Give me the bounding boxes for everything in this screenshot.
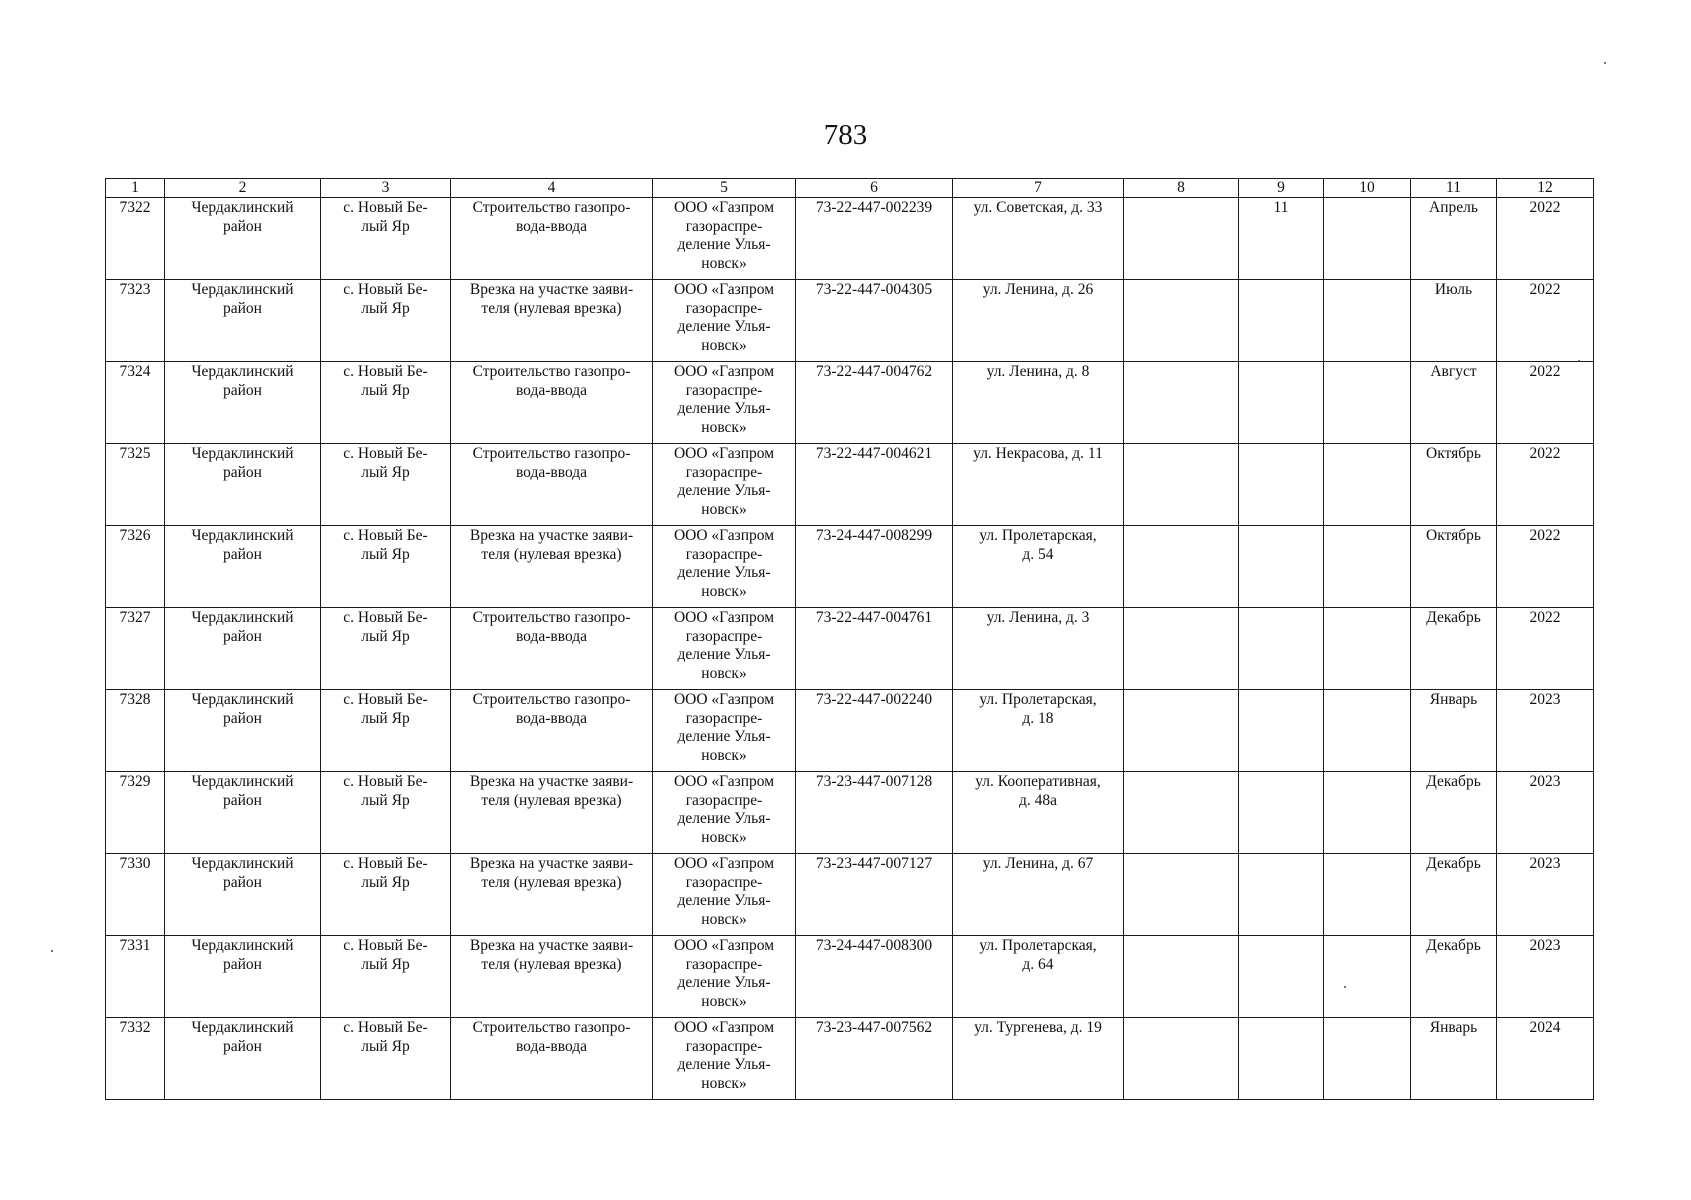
cell-text-line: теля (нулевая врезка) [481,545,622,563]
cell-object-code: 73-22-447-004762 [796,362,953,444]
cell-col-10 [1324,608,1411,690]
cell-address [953,280,1124,362]
cell-text-line: район [223,791,262,809]
cell-text-line: новск» [701,254,747,272]
cell-text-line: газораспре- [685,217,763,235]
cell-row-number: 7322 [106,198,165,280]
cell-row-number: 7332 [106,1018,165,1100]
cell-text-line: район [223,463,262,481]
cell-text-line: газораспре- [685,299,763,317]
cell-text-line: д. 64 [1022,955,1054,973]
cell-text-line: ул. Пролетарская, [979,527,1097,544]
cell-object-code: 73-22-447-004761 [796,608,953,690]
cell-text-line: деление Улья- [677,728,771,745]
cell-work-type [451,280,653,362]
cell-text-line: вода-ввода [515,217,588,235]
cell-col-8 [1124,280,1239,362]
column-number-2: 2 [165,179,321,198]
cell-row-number: 7323 [106,280,165,362]
cell-text-line: д. 18 [1022,709,1054,727]
cell-text-line: деление Улья- [677,646,771,663]
cell-text-line: новск» [701,418,747,436]
cell-row-number: 7328 [106,690,165,772]
cell-work-type [451,362,653,444]
cell-year: 2023 [1497,772,1594,854]
cell-month: Апрель [1411,198,1497,280]
cell-settlement [321,280,451,362]
cell-year: 2023 [1497,936,1594,1018]
register-table [105,178,1594,1100]
column-number-6: 6 [796,179,953,198]
cell-row-number: 7324 [106,362,165,444]
cell-col-9 [1239,1018,1324,1100]
cell-text-line: деление Улья- [677,810,771,827]
cell-text-line: ул. Пролетарская, [979,937,1097,954]
cell-row-number: 7327 [106,608,165,690]
cell-settlement [321,362,451,444]
cell-work-type [451,772,653,854]
cell-text-line: лый Яр [361,545,410,563]
cell-month: Январь [1411,1018,1497,1100]
cell-organization [653,772,796,854]
cell-col-8 [1124,362,1239,444]
cell-organization [653,198,796,280]
cell-col-10 [1324,772,1411,854]
cell-text-line: Строительство газопро- [472,1019,631,1036]
cell-address [953,690,1124,772]
cell-row-number: 7330 [106,854,165,936]
cell-text-line: деление Улья- [677,400,771,417]
column-number-7: 7 [953,179,1124,198]
cell-year: 2022 [1497,608,1594,690]
cell-text-line: теля (нулевая врезка) [481,955,622,973]
cell-col-8 [1124,772,1239,854]
cell-col-9 [1239,608,1324,690]
cell-month: Июль [1411,280,1497,362]
cell-settlement [321,936,451,1018]
table-row [106,362,1594,444]
cell-text-line: лый Яр [361,381,410,399]
cell-text-line: ООО «Газпром [673,609,775,626]
cell-text-line: район [223,955,262,973]
cell-text-line: Чердаклинский [191,691,294,708]
cell-col-8 [1124,444,1239,526]
cell-text-line: ООО «Газпром [673,773,775,790]
cell-text-line: Строительство газопро- [472,363,631,380]
cell-text-line: Чердаклинский [191,363,294,380]
cell-col-9 [1239,772,1324,854]
cell-text-line: лый Яр [361,791,410,809]
cell-text-line: лый Яр [361,299,410,317]
cell-col-9 [1239,690,1324,772]
cell-district [165,444,321,526]
cell-work-type [451,854,653,936]
cell-month: Январь [1411,690,1497,772]
cell-col-10 [1324,936,1411,1018]
column-number-3: 3 [321,179,451,198]
cell-text-line: Строительство газопро- [472,609,631,626]
cell-text-line: район [223,299,262,317]
cell-work-type [451,526,653,608]
cell-text-line: газораспре- [685,709,763,727]
cell-row-number: 7326 [106,526,165,608]
cell-text-line: вода-ввода [515,709,588,727]
cell-text-line: ул. Ленина, д. 67 [982,855,1094,872]
cell-work-type [451,198,653,280]
cell-month: Декабрь [1411,854,1497,936]
cell-row-number: 7329 [106,772,165,854]
cell-work-type [451,1018,653,1100]
cell-text-line: район [223,873,262,891]
cell-year: 2022 [1497,526,1594,608]
column-number-5: 5 [653,179,796,198]
cell-address [953,936,1124,1018]
cell-text-line: новск» [701,910,747,928]
cell-text-line: Чердаклинский [191,855,294,872]
column-number-8: 8 [1124,179,1239,198]
cell-district [165,280,321,362]
cell-month: Октябрь [1411,526,1497,608]
cell-text-line: Врезка на участке заяви- [469,855,634,872]
cell-address [953,1018,1124,1100]
column-number-header [106,179,1594,198]
table-row [106,1018,1594,1100]
page-number: 783 [823,119,868,151]
cell-text-line: деление Улья- [677,236,771,253]
cell-address [953,772,1124,854]
cell-text-line: район [223,381,262,399]
cell-text-line: газораспре- [685,1037,763,1055]
cell-text-line: новск» [701,500,747,518]
cell-object-code: 73-23-447-007127 [796,854,953,936]
cell-address [953,854,1124,936]
cell-text-line: вода-ввода [515,463,588,481]
cell-text-line: Врезка на участке заяви- [469,773,634,790]
cell-col-8 [1124,608,1239,690]
scan-speck [1578,360,1580,362]
table-row [106,280,1594,362]
cell-text-line: Чердаклинский [191,937,294,954]
cell-district [165,690,321,772]
cell-text-line: с. Новый Бе- [343,609,428,626]
cell-text-line: с. Новый Бе- [343,363,428,380]
cell-settlement [321,198,451,280]
cell-col-8 [1124,198,1239,280]
scan-speck [1344,986,1346,988]
cell-work-type [451,936,653,1018]
cell-col-10 [1324,526,1411,608]
cell-organization [653,854,796,936]
cell-district [165,526,321,608]
cell-address [953,608,1124,690]
cell-text-line: лый Яр [361,627,410,645]
cell-col-8 [1124,854,1239,936]
cell-organization [653,936,796,1018]
cell-settlement [321,772,451,854]
cell-text-line: ООО «Газпром [673,199,775,216]
cell-text-line: ул. Ленина, д. 3 [986,609,1090,626]
table-row [106,936,1594,1018]
cell-text-line: газораспре- [685,955,763,973]
cell-text-line: Чердаклинский [191,527,294,544]
cell-settlement [321,608,451,690]
cell-text-line: с. Новый Бе- [343,445,428,462]
cell-year: 2023 [1497,854,1594,936]
cell-row-number: 7325 [106,444,165,526]
cell-address [953,526,1124,608]
cell-address [953,362,1124,444]
cell-text-line: ООО «Газпром [673,281,775,298]
cell-text-line: газораспре- [685,463,763,481]
cell-district [165,1018,321,1100]
scan-speck [51,950,53,952]
cell-text-line: с. Новый Бе- [343,691,428,708]
cell-col-10 [1324,1018,1411,1100]
cell-text-line: Врезка на участке заяви- [469,937,634,954]
cell-text-line: новск» [701,828,747,846]
cell-text-line: район [223,217,262,235]
cell-text-line: с. Новый Бе- [343,937,428,954]
cell-col-8 [1124,1018,1239,1100]
cell-address [953,198,1124,280]
cell-text-line: Чердаклинский [191,773,294,790]
cell-text-line: лый Яр [361,873,410,891]
cell-col-10 [1324,444,1411,526]
table-row [106,198,1594,280]
cell-text-line: газораспре- [685,381,763,399]
cell-text-line: ул. Ленина, д. 8 [986,363,1090,380]
cell-text-line: вода-ввода [515,627,588,645]
cell-text-line: деление Улья- [677,974,771,991]
cell-text-line: ООО «Газпром [673,855,775,872]
cell-text-line: район [223,627,262,645]
cell-district [165,854,321,936]
cell-year: 2024 [1497,1018,1594,1100]
cell-work-type [451,444,653,526]
cell-organization [653,1018,796,1100]
cell-col-10 [1324,198,1411,280]
scan-speck [1604,62,1606,64]
cell-year: 2022 [1497,280,1594,362]
cell-text-line: район [223,545,262,563]
cell-text-line: район [223,709,262,727]
cell-text-line: ООО «Газпром [673,363,775,380]
table-row [106,690,1594,772]
cell-text-line: Врезка на участке заяви- [469,281,634,298]
cell-text-line: с. Новый Бе- [343,855,428,872]
column-number-9: 9 [1239,179,1324,198]
cell-text-line: теля (нулевая врезка) [481,299,622,317]
cell-object-code: 73-22-447-004621 [796,444,953,526]
table-row [106,526,1594,608]
cell-text-line: новск» [701,992,747,1010]
cell-col-9 [1239,444,1324,526]
column-number-10: 10 [1324,179,1411,198]
cell-text-line: д. 48а [1018,791,1058,809]
cell-object-code: 73-23-447-007562 [796,1018,953,1100]
cell-text-line: деление Улья- [677,482,771,499]
cell-text-line: Чердаклинский [191,445,294,462]
cell-text-line: район [223,1037,262,1055]
cell-text-line: ООО «Газпром [673,445,775,462]
cell-text-line: ул. Некрасова, д. 11 [973,445,1103,462]
cell-col-8 [1124,690,1239,772]
cell-text-line: Врезка на участке заяви- [469,527,634,544]
cell-organization [653,608,796,690]
cell-object-code: 73-22-447-002239 [796,198,953,280]
cell-text-line: теля (нулевая врезка) [481,791,622,809]
cell-text-line: лый Яр [361,217,410,235]
cell-year: 2023 [1497,690,1594,772]
cell-district [165,772,321,854]
cell-month: Декабрь [1411,936,1497,1018]
cell-month: Декабрь [1411,772,1497,854]
cell-col-8 [1124,936,1239,1018]
cell-organization [653,526,796,608]
cell-text-line: новск» [701,664,747,682]
cell-text-line: Чердаклинский [191,281,294,298]
cell-text-line: новск» [701,1074,747,1092]
cell-col-9 [1239,526,1324,608]
table-body [106,198,1594,1100]
cell-district [165,936,321,1018]
cell-month: Октябрь [1411,444,1497,526]
cell-work-type [451,608,653,690]
cell-month: Декабрь [1411,608,1497,690]
cell-text-line: газораспре- [685,545,763,563]
cell-text-line: ул. Ленина, д. 26 [982,281,1094,298]
cell-text-line: д. 54 [1022,545,1054,563]
cell-text-line: вода-ввода [515,381,588,399]
cell-year: 2022 [1497,444,1594,526]
cell-settlement [321,526,451,608]
cell-text-line: лый Яр [361,463,410,481]
cell-text-line: лый Яр [361,1037,410,1055]
cell-text-line: новск» [701,746,747,764]
cell-organization [653,690,796,772]
cell-col-9 [1239,854,1324,936]
cell-object-code: 73-23-447-007128 [796,772,953,854]
cell-year: 2022 [1497,198,1594,280]
cell-address [953,444,1124,526]
cell-text-line: газораспре- [685,873,763,891]
cell-text-line: с. Новый Бе- [343,199,428,216]
cell-text-line: ул. Тургенева, д. 19 [974,1019,1102,1036]
cell-col-8 [1124,526,1239,608]
cell-object-code: 73-22-447-002240 [796,690,953,772]
cell-col-10 [1324,362,1411,444]
cell-text-line: с. Новый Бе- [343,527,428,544]
cell-object-code: 73-24-447-008299 [796,526,953,608]
cell-col-9 [1239,936,1324,1018]
cell-organization [653,362,796,444]
cell-text-line: Строительство газопро- [472,691,631,708]
cell-object-code: 73-24-447-008300 [796,936,953,1018]
cell-col-10 [1324,280,1411,362]
cell-text-line: Строительство газопро- [472,199,631,216]
table-row [106,854,1594,936]
cell-text-line: Чердаклинский [191,609,294,626]
table-row [106,608,1594,690]
cell-text-line: ООО «Газпром [673,527,775,544]
column-number-1: 1 [106,179,165,198]
header-row [106,179,1594,198]
cell-settlement [321,444,451,526]
cell-district [165,198,321,280]
cell-object-code: 73-22-447-004305 [796,280,953,362]
cell-organization [653,444,796,526]
cell-year: 2022 [1497,362,1594,444]
table-row [106,772,1594,854]
cell-text-line: новск» [701,336,747,354]
column-number-4: 4 [451,179,653,198]
cell-row-number: 7331 [106,936,165,1018]
column-number-11: 11 [1411,179,1497,198]
cell-col-10 [1324,690,1411,772]
cell-settlement [321,854,451,936]
cell-text-line: лый Яр [361,955,410,973]
cell-text-line: новск» [701,582,747,600]
cell-text-line: ул. Кооперативная, [975,773,1101,790]
table-row [106,444,1594,526]
cell-text-line: деление Улья- [677,892,771,909]
cell-text-line: теля (нулевая врезка) [481,873,622,891]
cell-text-line: ООО «Газпром [673,1019,775,1036]
cell-work-type [451,690,653,772]
cell-settlement [321,690,451,772]
cell-col-9 [1239,280,1324,362]
cell-text-line: ул. Пролетарская, [979,691,1097,708]
column-number-12: 12 [1497,179,1594,198]
cell-col-9: 11 [1239,198,1324,280]
cell-text-line: Чердаклинский [191,1019,294,1036]
cell-text-line: деление Улья- [677,564,771,581]
cell-text-line: деление Улья- [677,318,771,335]
cell-organization [653,280,796,362]
cell-text-line: с. Новый Бе- [343,1019,428,1036]
cell-text-line: деление Улья- [677,1056,771,1073]
cell-text-line: ООО «Газпром [673,691,775,708]
cell-text-line: Строительство газопро- [472,445,631,462]
cell-district [165,608,321,690]
cell-settlement [321,1018,451,1100]
cell-text-line: Чердаклинский [191,199,294,216]
cell-col-9 [1239,362,1324,444]
cell-text-line: ул. Советская, д. 33 [973,199,1103,216]
cell-text-line: газораспре- [685,791,763,809]
cell-text-line: с. Новый Бе- [343,281,428,298]
cell-text-line: лый Яр [361,709,410,727]
cell-district [165,362,321,444]
cell-col-10 [1324,854,1411,936]
cell-text-line: с. Новый Бе- [343,773,428,790]
cell-text-line: газораспре- [685,627,763,645]
cell-month: Август [1411,362,1497,444]
cell-text-line: вода-ввода [515,1037,588,1055]
cell-text-line: ООО «Газпром [673,937,775,954]
